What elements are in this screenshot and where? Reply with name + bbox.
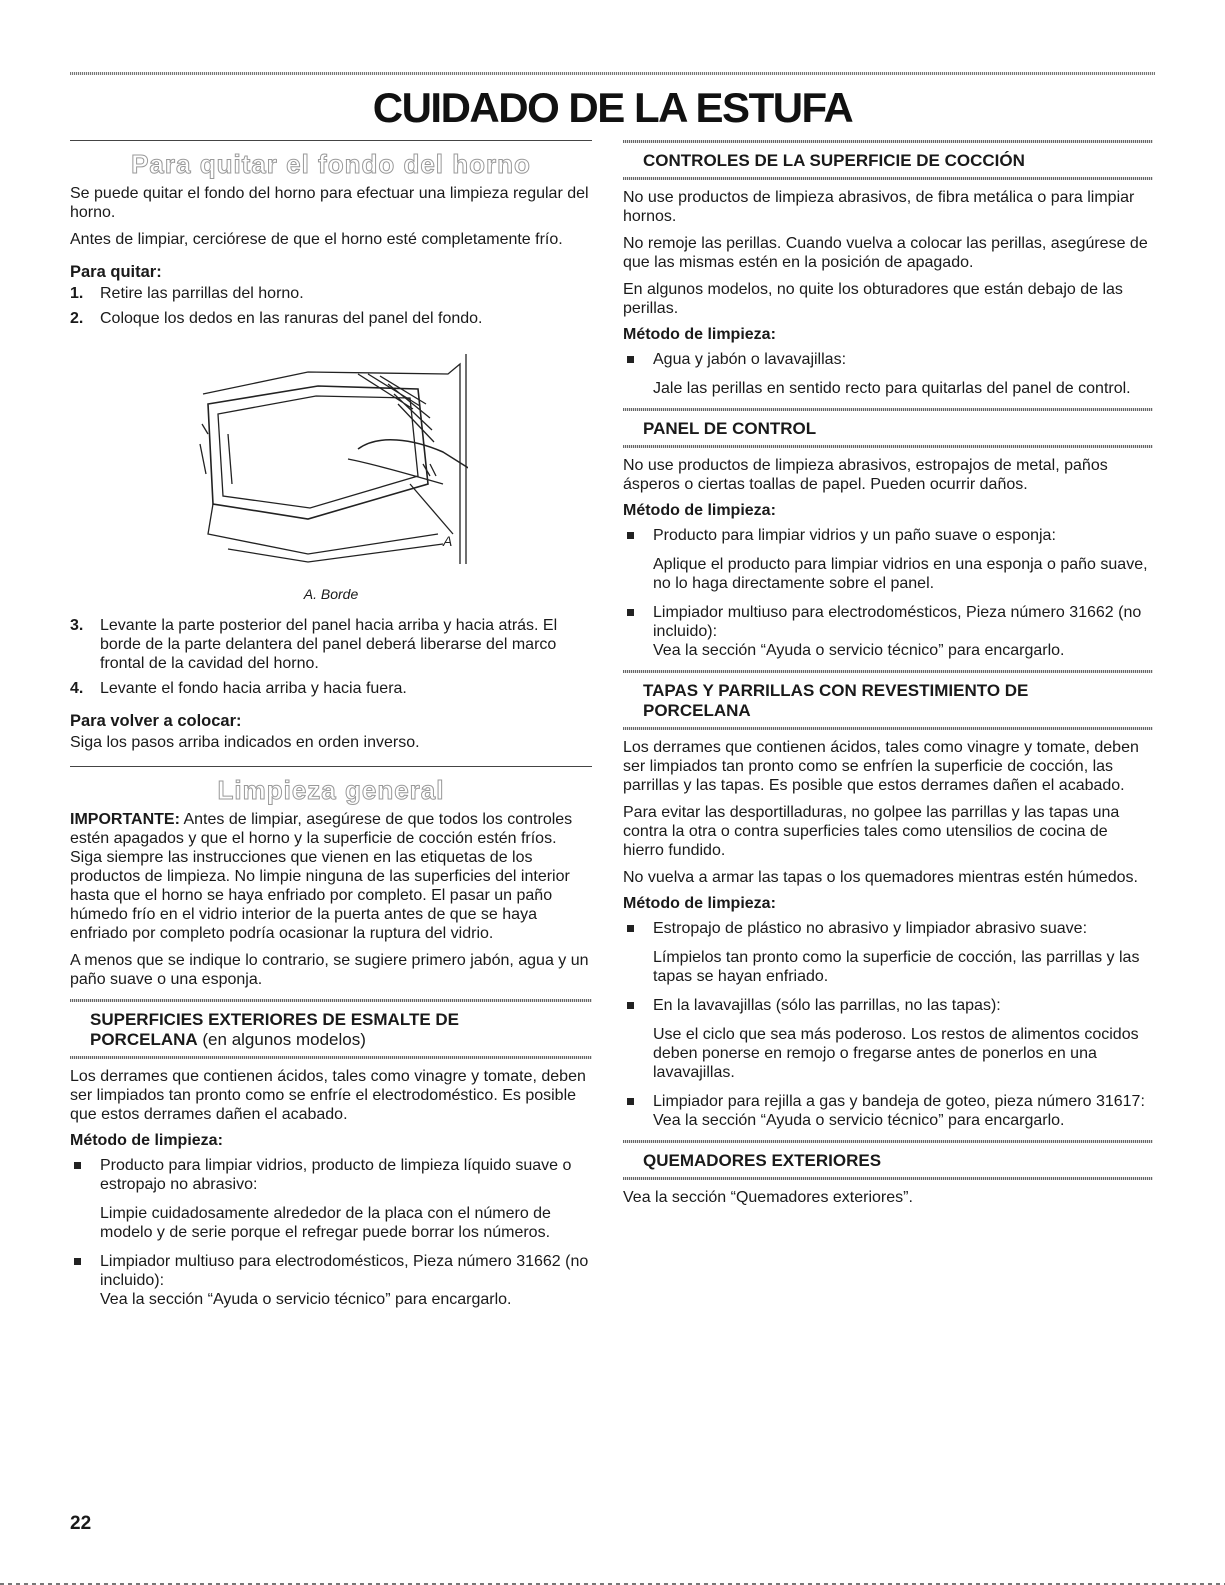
list-item: Limpiador multiuso para electrodomésticos, Pieza número 31662 (no incluido): Vea la sección “Ayuda o servicio técnico” para encargarlo. [70,1252,592,1309]
page-number: 22 [70,1513,92,1534]
method-heading: Método de limpieza: [70,1132,223,1149]
paragraph: Antes de limpiar, cerciórese de que el horno esté completamente frío. [70,231,563,248]
burners-section-header: QUEMADORES EXTERIORES [623,1140,1153,1180]
method-list [70,1156,592,1309]
bullet-square-icon [623,1092,653,1130]
step-item: 2. Coloque los dedos en las ranuras del panel del fondo. [70,310,483,327]
method-list [623,919,1153,1130]
steps-list [70,284,592,328]
method-list [623,526,1153,660]
paragraph: A menos que se indique lo contrario, se sugiere primero jabón, agua y un paño suave o una esponja. [70,952,589,988]
bullet-square-icon [70,1156,100,1242]
paragraph: No vuelva a armar las tapas o los quemadores mientras estén húmedos. [623,869,1138,886]
remove-bottom-heading: Para quitar el fondo del horno [131,149,531,179]
subheading-replace: Para volver a colocar: [70,712,242,730]
right-column [623,140,1153,1215]
bullet-square-icon [623,603,653,660]
bullet-square-icon [623,919,653,986]
grates-section-header: TAPAS Y PARRILLAS CON REVESTIMIENTO DE PORCELANA [623,670,1153,730]
paragraph: Siga los pasos arriba indicados en orden inverso. [70,734,420,751]
method-heading: Método de limpieza: [623,326,776,343]
steps-list-continued [70,616,592,698]
paragraph: Los derrames que contienen ácidos, tales como vinagre y tomate, deben ser limpiados tan pronto como se enfríe el electrodoméstico. Es posible que estos derrames dañen el acabado. [70,1068,586,1123]
bullet-square-icon [70,1252,100,1309]
paragraph: Los derrames que contienen ácidos, tales como vinagre y tomate, deben ser limpiados tan pronto como se enfríen la superficie de cocción, las parrillas y las tapas. Es posible que estos derrames dañen el acabado. [623,739,1139,794]
list-item: Limpiador para rejilla a gas y bandeja de goteo, pieza número 31617: Vea la sección “Ayuda o servicio técnico” para encargarlo. [623,1092,1153,1130]
subheading-remove: Para quitar: [70,263,162,281]
controls-section-header: CONTROLES DE LA SUPERFICIE DE COCCIÓN [623,140,1153,180]
paragraph: No use productos de limpieza abrasivos, estropajos de metal, paños ásperos o ciertas toallas de papel. Pueden ocurrir daños. [623,457,1108,493]
enamel-section-header: SUPERFICIES EXTERIORES DE ESMALTE DE PORCELANA (en algunos modelos) [70,999,592,1059]
method-list [623,350,1153,398]
step-item: 4. Levante el fondo hacia arriba y hacia fuera. [70,680,407,697]
list-item: Producto para limpiar vidrios y un paño suave o esponja: Aplique el producto para limpiar vidrios en una esponja o paño suave, no lo haga directamente sobre el panel. [623,526,1153,593]
panel-section-header: PANEL DE CONTROL [623,408,1153,448]
figure-caption: A. Borde [303,586,359,602]
list-item: En la lavavajillas (sólo las parrillas, no las tapas): Use el ciclo que sea más poderoso. Los restos de alimentos cocidos deben ponerse en remojo o fregarse antes de ponerlos en una lavavajillas. [623,996,1153,1082]
step-item: 1. Retire las parrillas del horno. [70,285,304,302]
paragraph: No use productos de limpieza abrasivos, de fibra metálica o para limpiar hornos. [623,189,1135,225]
oven-bottom-illustration [70,334,592,586]
section-rule [70,140,592,141]
list-item: Agua y jabón o lavavajillas: Jale las perillas en sentido recto para quitarlas del panel de control. [623,350,1153,398]
bullet-square-icon [623,526,653,593]
paragraph: Vea la sección “Quemadores exteriores”. [623,1189,913,1206]
figure-label-a: A [443,533,453,549]
paragraph: No remoje las perillas. Cuando vuelva a colocar las perillas, asegúrese de que las mismas estén en la posición de apagado. [623,235,1148,271]
bullet-square-icon [623,996,653,1082]
bullet-square-icon [623,350,653,398]
step-item: 3. Levante la parte posterior del panel hacia arriba y hacia atrás. El borde de la parte delantera del panel deberá liberarse del marco frontal de la cavidad del horno. [70,617,558,672]
list-item: Producto para limpiar vidrios, producto de limpieza líquido suave o estropajo no abrasivo: Limpie cuidadosamente alrededor de la placa con el número de modelo y de serie porque el refregar puede borrar los números. [70,1156,592,1242]
important-paragraph: IMPORTANTE: Antes de limpiar, asegúrese de que todos los controles estén apagados y que el horno y la superficie de cocción estén fríos. Siga siempre las instrucciones que vienen en las etiquetas de los productos de limpieza. No limpie ninguna de las superficies del interior hasta que el horno se haya enfriado por completo. El pasar un paño húmedo frío en el vidrio interior de la puerta antes de que se haya enfriado por completo podría ocasionar la ruptura del vidrio. [70,811,573,942]
method-heading: Método de limpieza: [623,895,776,912]
left-column [70,140,592,1319]
general-cleaning-heading: Limpieza general [217,775,445,805]
list-item: Estropajo de plástico no abrasivo y limpiador abrasivo suave: Límpielos tan pronto como la superficie de cocción, las parrillas y las tapas se hayan enfriado. [623,919,1153,986]
paragraph: Se puede quitar el fondo del horno para efectuar una limpieza regular del horno. [70,185,589,221]
paragraph: Para evitar las desportilladuras, no golpee las parrillas y las tapas una contra la otra o contra superficies tales como utensilios de cocina de hierro fundido. [623,804,1120,859]
top-rule [70,72,1155,75]
paragraph: En algunos modelos, no quite los obturadores que están debajo de las perillas. [623,281,1123,317]
page-title: CUIDADO DE LA ESTUFA [372,84,853,131]
list-item: Limpiador multiuso para electrodomésticos, Pieza número 31662 (no incluido): Vea la sección “Ayuda o servicio técnico” para encargarlo. [623,603,1153,660]
section-rule [70,766,592,767]
method-heading: Método de limpieza: [623,502,776,519]
